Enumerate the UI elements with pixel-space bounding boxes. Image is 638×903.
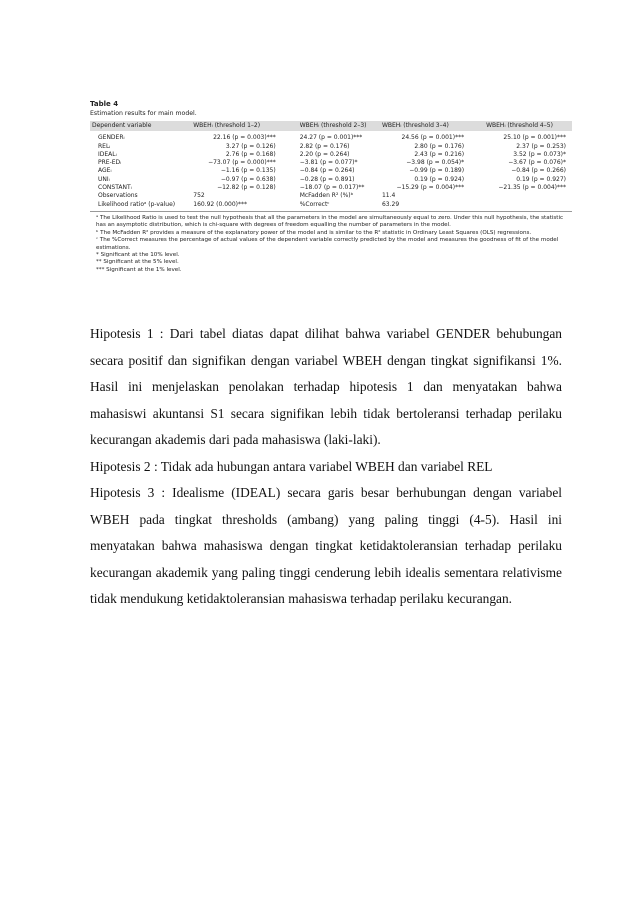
row-label: Likelihood ratioᵃ (p-value) <box>90 201 191 212</box>
footnote: * Significant at the 10% level. <box>96 252 180 258</box>
table-cell: 11.4 <box>381 192 396 200</box>
table-row <box>90 176 572 184</box>
table-row <box>90 167 572 175</box>
table-cell: −18.07 (p = 0.017)** <box>299 184 365 192</box>
estimation-table <box>90 121 572 212</box>
estimation-table-figure <box>90 100 572 274</box>
row-label: CONSTANTᵢ <box>98 184 132 192</box>
table-cell: −3.67 (p = 0.076)* <box>508 159 566 167</box>
table-cell: 22.16 (p = 0.003)*** <box>213 134 276 142</box>
table-cell: −0.28 (p = 0.891) <box>299 175 355 183</box>
row-label: PRE-EDᵢ <box>98 159 122 167</box>
footnote: ᵇ The McFadden R² provides a measure of the explanatory power of the model and is similar to the R² statistic in Ordinary Least Squares (OLS) regressions. <box>96 229 532 236</box>
table-cell: 752 <box>193 192 205 200</box>
table-cell: −0.97 (p = 0.638) <box>220 175 276 183</box>
table-row <box>90 131 572 142</box>
table-cell: −0.84 (p = 0.264) <box>299 167 355 175</box>
table-cell: −21.35 (p = 0.004)*** <box>498 184 566 192</box>
header-threshold-4-5: WBEHᵢ (threshold 4–5) <box>486 122 553 129</box>
table-cell: 2.37 (p = 0.253) <box>516 142 566 150</box>
header-threshold-3-4: WBEHᵢ (threshold 3–4) <box>381 122 449 129</box>
table-header-row <box>90 121 572 131</box>
table-cell: 25.10 (p = 0.001)*** <box>503 134 566 142</box>
table-cell: −3.81 (p = 0.077)* <box>299 159 358 167</box>
paragraph-hipotesis-3: Hipotesis 3 : Idealisme (IDEAL) secara garis besar berhubungan dengan variabel WBEH pada tingkat thresholds (ambang) yang paling tinggi (4-5). Hasil ini menyatakan bahwa mahasiswa dengan tingkat ketidaktoleransian terhadap perilaku kecurangan akademik yang paling tinggi cenderung lebih idealis sementara relativisme tidak mendukung ketidaktoleransian mahasiswa terhadap perilaku kecurangan. <box>90 485 562 606</box>
table-cell: 2.82 (p = 0.176) <box>299 142 350 150</box>
table-row <box>90 184 572 192</box>
row-label: AGEᵢ <box>98 167 112 175</box>
header-threshold-1-2: WBEHᵢ (threshold 1–2) <box>193 122 261 129</box>
table-cell: %Correctᶜ <box>298 201 380 212</box>
table-cell: −12.82 (p = 0.128) <box>217 184 276 192</box>
row-label: GENDERᵢ <box>98 134 125 142</box>
document-body <box>90 321 562 613</box>
table-cell: 2.76 (p = 0.168) <box>225 150 276 158</box>
table-cell: −1.16 (p = 0.135) <box>220 167 276 175</box>
table-cell: −0.84 (p = 0.266) <box>511 167 566 175</box>
table-cell: 0.19 (p = 0.927) <box>516 175 566 183</box>
row-label: UNIᵢ <box>98 175 110 183</box>
table-cell: 63.29 <box>380 201 484 212</box>
footnote: ᶜ The %Correct measures the percentage of actual values of the dependent variable correctly predicted by the model and measures the goodness of fit of the model estimations. <box>96 237 559 251</box>
table-cell: 2.43 (p = 0.216) <box>414 150 465 158</box>
footnote: *** Significant at the 1% level. <box>96 266 182 273</box>
row-label: Observations <box>98 192 138 200</box>
footnote: ** Significant at the 5% level. <box>96 259 179 266</box>
table-subtitle: Estimation results for main model. <box>90 110 197 117</box>
table-cell: 0.19 (p = 0.924) <box>414 175 465 183</box>
table-title: Table 4 <box>90 100 119 108</box>
table-row <box>90 159 572 167</box>
table-cell: 2.20 (p = 0.264) <box>299 150 350 158</box>
header-threshold-2-3: WBEHᵢ (threshold 2–3) <box>299 122 367 129</box>
table-cell: 3.52 (p = 0.073)* <box>513 150 566 158</box>
header-dependent-variable: Dependent variable <box>92 122 152 129</box>
table-row <box>90 143 572 151</box>
table-cell: McFadden R² (%)ᵇ <box>299 192 354 200</box>
table-cell: 3.27 (p = 0.126) <box>225 142 276 150</box>
table-row <box>90 151 572 159</box>
table-row <box>90 201 572 212</box>
table-cell <box>484 192 572 200</box>
table-cell: −15.29 (p = 0.004)*** <box>396 184 465 192</box>
table-row <box>90 192 572 200</box>
paragraph-hipotesis-1: Hipotesis 1 : Dari tabel diatas dapat dilihat bahwa variabel GENDER behubungan secara positif dan signifikan dengan variabel WBEH dengan tingkat signifikansi 1%. Hasil ini menjelaskan penolakan terhadap hipotesis 1 dan menyatakan bahwa mahasiswi akuntansi S1 secara signifikan lebih tidak bertoleransi terhadap perilaku kecurangan akademis dari pada mahasiswa (laki-laki). <box>90 326 562 447</box>
table-cell: 160.92 (0.000)*** <box>191 201 297 212</box>
table-cell: −73.07 (p = 0.000)*** <box>208 159 276 167</box>
footnote: ᵃ The Likelihood Ratio is used to test the null hypothesis that all the parameters in the model are simultaneously equal to zero. Under this null hypothesis, the statistic has an asymptotic distribution, which is chi-square with degrees of freedom equalling the number of parameters in the model. <box>96 214 564 229</box>
row-label: RELᵢ <box>98 142 111 150</box>
paragraph-hipotesis-2: Hipotesis 2 : Tidak ada hubungan antara variabel WBEH dan variabel REL <box>90 458 493 474</box>
table-cell <box>484 201 572 212</box>
table-cell: −0.99 (p = 0.189) <box>409 167 465 175</box>
table-cell: 24.56 (p = 0.001)*** <box>401 134 465 142</box>
row-label: IDEALᵢ <box>98 150 117 158</box>
table-cell: −3.98 (p = 0.054)* <box>406 159 465 167</box>
table-cell: 24.27 (p = 0.001)*** <box>299 134 363 142</box>
table-footnotes <box>90 215 572 274</box>
table-cell: 2.80 (p = 0.176) <box>414 142 465 150</box>
